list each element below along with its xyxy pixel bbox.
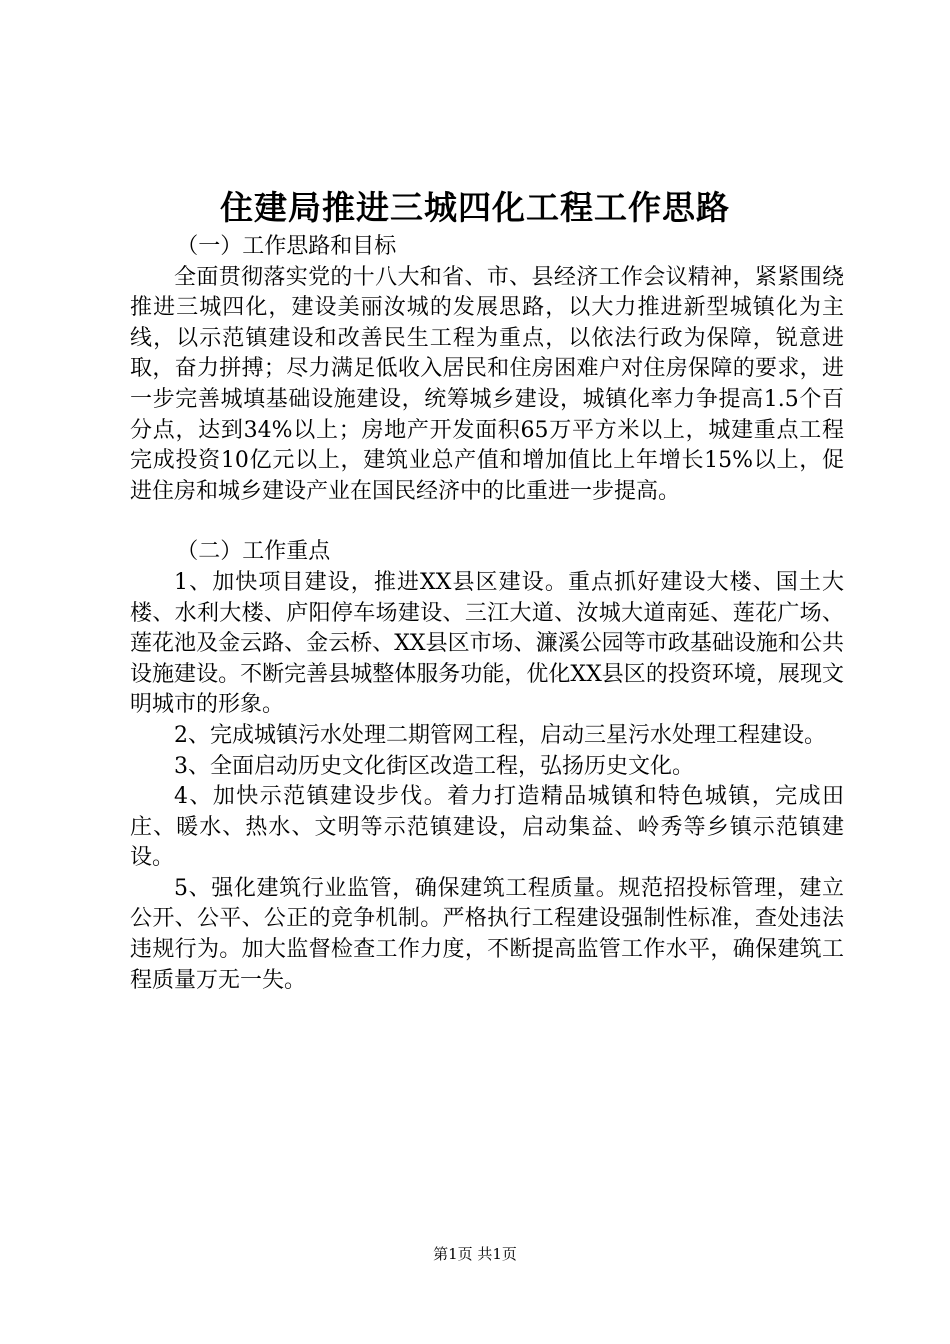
page-footer: 第1页 共1页 <box>433 1245 517 1263</box>
paragraph: 2、完成城镇污水处理二期管网工程，启动三星污水处理工程建设。 <box>174 722 826 748</box>
paragraph: 5、强化建筑行业监管，确保建筑工程质量。规范招投标管理，建立公开、公平、公正的竞争机制。严格执行工程建设强制性标准，查处违法违规行为。加大监督检查工作力度，不断提高监管工作水平，确保建筑工程质量万无一失。 <box>130 875 844 993</box>
paragraph: 3、全面启动历史文化街区改造工程，弘扬历史文化。 <box>174 753 694 779</box>
section-heading: （一）工作思路和目标 <box>176 234 397 259</box>
paragraph: 1、加快项目建设，推进XX县区建设。重点抓好建设大楼、国土大楼、水利大楼、庐阳停车场建设、三江大道、汝城大道南延、莲花广场、莲花池及金云路、金云桥、XX县区市场、濂溪公园等市政基础设施和公共设施建设。不断完善县城整体服务功能，优化XX县区的投资环境，展现文明城市的形象。 <box>130 569 844 718</box>
section-spacer <box>130 507 844 537</box>
section-heading: （二）工作重点 <box>176 539 331 565</box>
paragraph: 全面贯彻落实党的十八大和省、市、县经济工作会议精神，紧紧围绕推进三城四化，建设美丽汝城的发展思路，以大力推进新型城镇化为主线，以示范镇建设和改善民生工程为重点，以依法行政为保障，锐意进取，奋力拼搏；尽力满足低收入居民和住房困难户对住房保障的要求，进一步完善城填基础设施建设，统筹城乡建设，城镇化率力争提高1.5个百分点，达到34%以上；房地产开发面积65万平方米以上，城建重点工程完成投资10亿元以上，建筑业总产值和增加值比上年增长15%以上，促进住房和城乡建设产业在国民经济中的比重进一步提高。 <box>130 264 844 504</box>
paragraph: 4、加快示范镇建设步伐。着力打造精品城镇和特色城镇，完成田庄、暖水、热水、文明等示范镇建设，启动集益、岭秀等乡镇示范镇建设。 <box>130 784 844 871</box>
document-title: 住建局推进三城四化工程工作思路 <box>220 188 730 227</box>
document-body <box>130 232 844 996</box>
